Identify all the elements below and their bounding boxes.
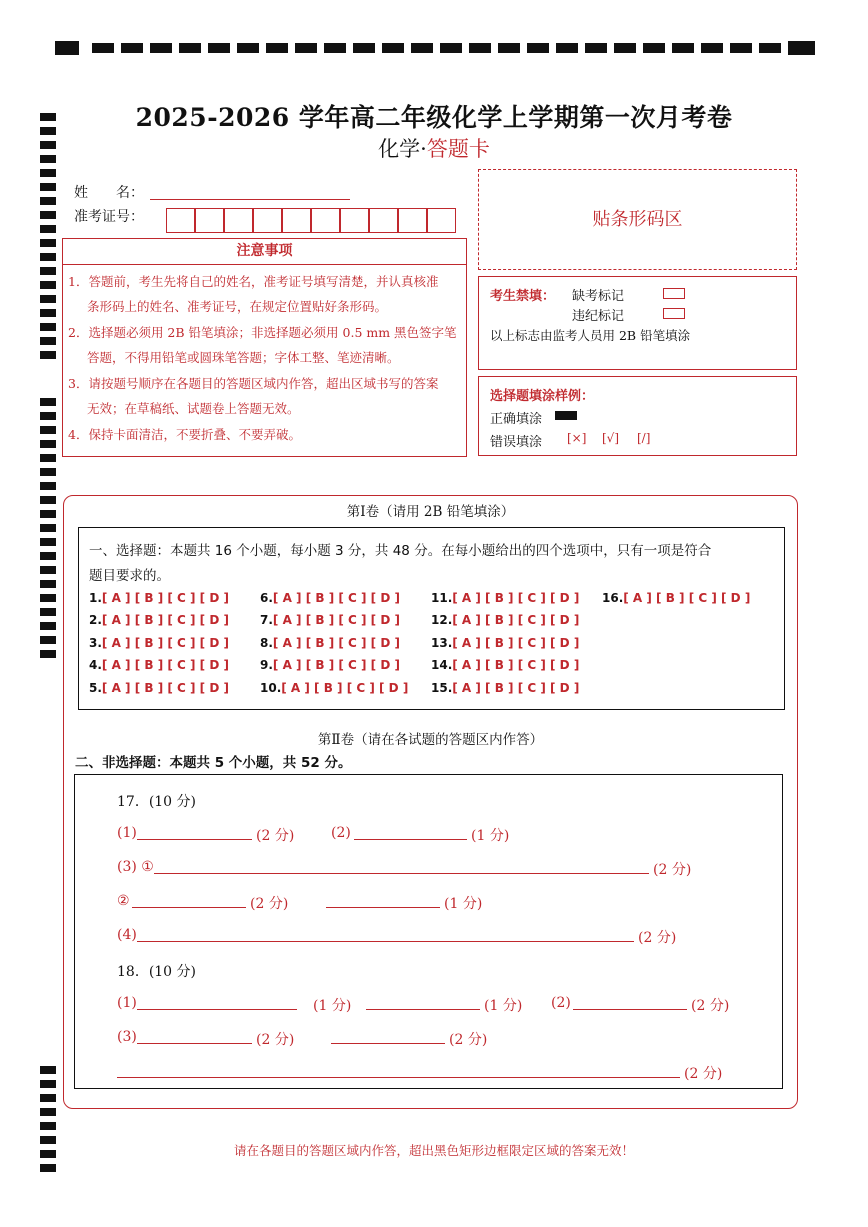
q17-4-score: (2 分) — [638, 930, 677, 946]
q18-4-answer-line[interactable] — [117, 1077, 680, 1078]
note-line: 4．保持卡面清洁，不要折叠、不要弄破。 — [68, 427, 301, 442]
name-field[interactable] — [150, 199, 350, 200]
q17-2-label: (2) — [331, 825, 351, 841]
choice-row-11[interactable]: 11.[ A ] [ B ] [ C ] [ D ] — [431, 591, 580, 605]
choice-row-1[interactable]: 1.[ A ] [ B ] [ C ] [ D ] — [89, 591, 229, 605]
choice-row-5[interactable]: 5.[ A ] [ B ] [ C ] [ D ] — [89, 681, 229, 695]
q17-3b-score: (2 分) — [250, 896, 289, 912]
page-subtitle — [0, 133, 868, 163]
part2-instruction: 二、非选择题：本题共 5 个小题，共 52 分。 — [75, 755, 352, 771]
part1-heading: 第Ⅰ卷（请用 2B 铅笔填涂） — [346, 504, 515, 520]
violation-mark-box[interactable] — [663, 308, 685, 319]
choice-row-2[interactable]: 2.[ A ] [ B ] [ C ] [ D ] — [89, 613, 229, 627]
q17-4-label: (4) — [117, 927, 137, 943]
choice-row-10[interactable]: 10.[ A ] [ B ] [ C ] [ D ] — [260, 681, 409, 695]
note-line: 无效；在草稿纸、试题卷上答题无效。 — [87, 401, 300, 416]
q17-18-answer-box — [74, 774, 783, 1089]
choice-row-3[interactable]: 3.[ A ] [ B ] [ C ] [ D ] — [89, 636, 229, 650]
q18-1b-score: (1 分) — [484, 998, 523, 1014]
wrong-mark-cross: [×] — [567, 431, 587, 445]
q18-title: 18．(10 分) — [117, 964, 197, 980]
wrong-fill-label: 错误填涂 — [490, 435, 543, 450]
note-line: 1．答题前，考生先将自己的姓名，准考证号填写清楚，并认真核准 — [68, 274, 439, 289]
note-line: 条形码上的姓名、准考证号，在规定位置贴好条形码。 — [87, 299, 388, 314]
footer-warning: 请在各题目的答题区域内作答，超出黑色矩形边框限定区域的答案无效！ — [233, 1143, 634, 1158]
fill-example-title: 选择题填涂样例： — [490, 389, 595, 404]
part1-instruction-line1: 一、选择题：本题共 16 个小题，每小题 3 分，共 48 分。在每小题给出的四个选项中，只有一项是符合 — [89, 543, 712, 559]
choice-row-14[interactable]: 14.[ A ] [ B ] [ C ] [ D ] — [431, 658, 580, 672]
choice-row-9[interactable]: 9.[ A ] [ B ] [ C ] [ D ] — [260, 658, 400, 672]
barcode-label: 贴条形码区 — [592, 209, 683, 230]
q17-3-label: (3) ① — [117, 859, 154, 875]
q18-1-label: (1) — [117, 995, 137, 1011]
violation-mark-label: 违纪标记 — [572, 309, 625, 324]
choice-row-6[interactable]: 6.[ A ] [ B ] [ C ] [ D ] — [260, 591, 400, 605]
q17-1-answer-line[interactable] — [137, 839, 252, 840]
choice-row-13[interactable]: 13.[ A ] [ B ] [ C ] [ D ] — [431, 636, 580, 650]
wrong-mark-slash: [/] — [637, 431, 651, 445]
notes-title: 注意事项 — [62, 238, 467, 265]
q18-2-answer-line[interactable] — [573, 1009, 687, 1010]
q18-3b-score: (2 分) — [449, 1032, 488, 1048]
choice-row-15[interactable]: 15.[ A ] [ B ] [ C ] [ D ] — [431, 681, 580, 695]
q18-2-score: (2 分) — [691, 998, 730, 1014]
correct-fill-sample — [555, 411, 577, 420]
q18-2-label: (2) — [551, 995, 571, 1011]
choice-row-12[interactable]: 12.[ A ] [ B ] [ C ] [ D ] — [431, 613, 580, 627]
name-label: 姓 名： — [74, 185, 144, 201]
choice-row-16[interactable]: 16.[ A ] [ B ] [ C ] [ D ] — [602, 591, 751, 605]
q17-2-score: (1 分) — [471, 828, 510, 844]
prohibit-note: 以上标志由监考人员用 2B 铅笔填涂 — [490, 328, 691, 343]
wrong-mark-check: [√] — [602, 431, 620, 445]
note-line: 答题，不得用铅笔或圆珠笔答题；字体工整、笔迹清晰。 — [87, 350, 400, 365]
q18-3a-answer-line[interactable] — [137, 1043, 252, 1044]
page-title: 2025-2026 学年高二年级化学上学期第一次月考卷 — [135, 103, 733, 132]
choice-row-4[interactable]: 4.[ A ] [ B ] [ C ] [ D ] — [89, 658, 229, 672]
part1-instruction-line2: 题目要求的。 — [89, 568, 170, 584]
q17-1-label: (1) — [117, 825, 137, 841]
subtitle-prefix: 化学· — [378, 137, 427, 161]
q18-1a-answer-line[interactable] — [137, 1009, 297, 1010]
top-timing-marks — [55, 41, 815, 55]
q17-2-answer-line[interactable] — [354, 839, 467, 840]
q17-1-score: (2 分) — [256, 828, 295, 844]
q17-3a-answer-line[interactable] — [154, 873, 649, 874]
choice-row-8[interactable]: 8.[ A ] [ B ] [ C ] [ D ] — [260, 636, 400, 650]
q17-3b-label: ② — [117, 893, 130, 909]
q17-title: 17．(10 分) — [117, 794, 197, 810]
q18-3a-score: (2 分) — [256, 1032, 295, 1048]
q18-1b-answer-line[interactable] — [366, 1009, 480, 1010]
q17-3a-score: (2 分) — [653, 862, 692, 878]
absent-mark-label: 缺考标记 — [572, 289, 625, 304]
correct-fill-label: 正确填涂 — [490, 412, 543, 427]
q18-3-label: (3) — [117, 1029, 137, 1045]
left-timing-marks — [40, 0, 58, 1227]
q18-4-score: (2 分) — [684, 1066, 723, 1082]
choice-row-7[interactable]: 7.[ A ] [ B ] [ C ] [ D ] — [260, 613, 400, 627]
barcode-area — [478, 169, 797, 270]
q17-3c-score: (1 分) — [444, 896, 483, 912]
q17-3c-answer-line[interactable] — [326, 907, 440, 908]
absent-mark-box[interactable] — [663, 288, 685, 299]
note-line: 3．请按题号顺序在各题目的答题区域内作答，超出区域书写的答案 — [68, 376, 439, 391]
id-label: 准考证号： — [74, 209, 144, 225]
q17-4-answer-line[interactable] — [137, 941, 634, 942]
q18-3b-answer-line[interactable] — [331, 1043, 445, 1044]
prohibit-label: 考生禁填： — [490, 289, 556, 304]
q17-3b-answer-line[interactable] — [132, 907, 246, 908]
subtitle-suffix: 答题卡 — [426, 137, 490, 161]
q18-1a-score: (1 分) — [313, 998, 352, 1014]
note-line: 2．选择题必须用 2B 铅笔填涂；非选择题必须用 0.5 mm 黑色签字笔 — [68, 325, 457, 340]
part2-heading: 第Ⅱ卷（请在各试题的答题区内作答） — [317, 732, 544, 748]
